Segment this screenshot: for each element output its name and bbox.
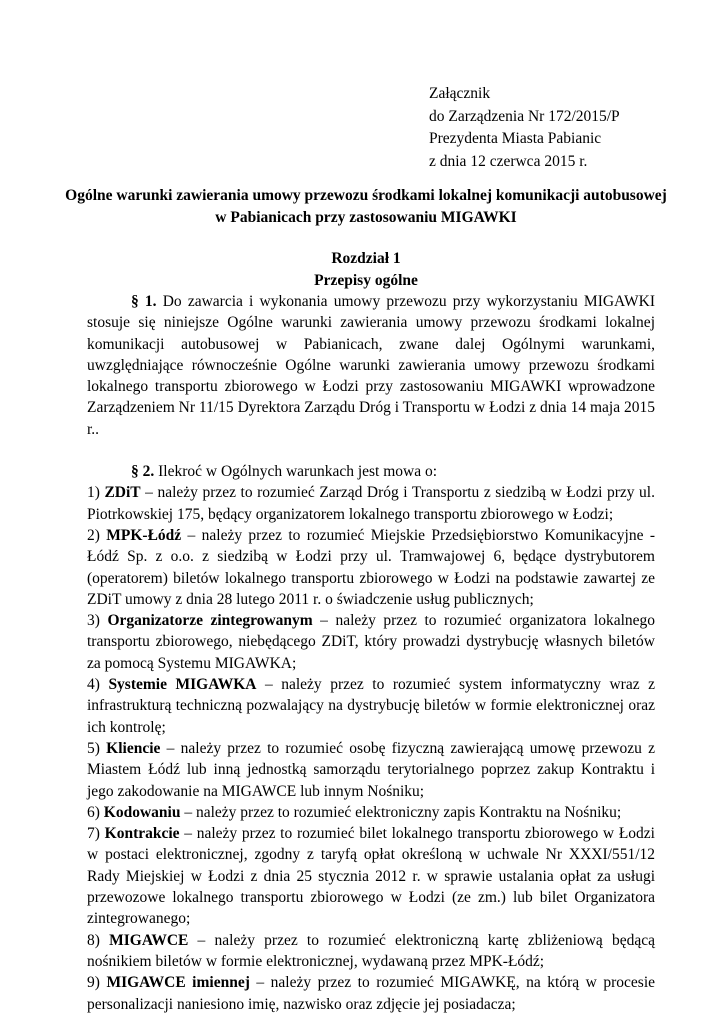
definition-text: – należy przez to rozumieć system informatyczny wraz z infrastrukturą techniczną pozwalający na dystrybucję biletów w formie elektronicznej oraz ich kontrolę; (87, 676, 655, 736)
attachment-line: Załącznik (429, 85, 491, 102)
section-text: Ilekroć w Ogólnych warunkach jest mowa o: (154, 463, 438, 481)
definition-item (87, 738, 655, 802)
attachment-header (429, 83, 620, 173)
definition-item (87, 525, 655, 610)
definition-number: 8) (87, 931, 110, 949)
definition-text: – należy przez to rozumieć osobę fizyczną zawierającą umowę przewozu z Miastem Łódź lub inną jednostką samorządu terytorialnego poprzez zakup Kontraktu i jego zakodowanie na MIGAWCE lub innym Nośniku; (87, 739, 655, 800)
definition-number: 9) (87, 974, 107, 992)
definition-text: – należy przez to rozumieć Miejskie Przedsiębiorstwo Komunikacyjne - Łódź Sp. z o.o. z siedzibą w Łodzi przy ul. Tramwajowej 6, będące dystrybutorem (operatorem) biletów lokalnego transportu zbiorowego w Łodzi na podstawie zawartej ze ZDiT umowy z dnia 28 lutego 2011 r. o świadczenie usług publicznych; (87, 526, 655, 608)
definition-term: MPK-Łódź (106, 526, 182, 544)
document-title (60, 185, 672, 229)
definition-number: 2) (87, 526, 107, 544)
definition-number: 3) (87, 612, 108, 630)
title-line: Ogólne warunki zawierania umowy przewozu środkami lokalnej komunikacji autobusowej (65, 187, 667, 204)
definition-term: MIGAWCE (109, 931, 189, 949)
document-body (87, 291, 655, 1015)
definition-text: – należy przez to rozumieć organizatora lokalnego transportu zbiorowego, niebędącego ZDiT, który prowadzi dystrybucję własnych biletów za pomocą Systemu MIGAWKA; (87, 612, 656, 672)
definition-item (87, 930, 655, 973)
definition-item (87, 482, 655, 525)
definition-term: Kontrakcie (104, 825, 180, 843)
title-line: w Pabianicach przy zastosowaniu MIGAWKI (215, 209, 517, 226)
definition-term: ZDiT (104, 484, 141, 502)
section-mark: § 2. (131, 463, 155, 481)
definition-term: Kliencie (106, 739, 161, 757)
attachment-line: z dnia 12 czerwca 2015 r. (429, 152, 588, 170)
definition-term: MIGAWCE imiennej (106, 974, 250, 992)
definition-term: Organizatorze zintegrowanym (107, 612, 313, 630)
section-mark: § 1. (131, 293, 157, 310)
chapter-number: Rozdział 1 (331, 250, 401, 267)
definition-term: Systemie MIGAWKA (108, 676, 257, 694)
definition-item (87, 674, 655, 738)
chapter-heading (60, 248, 672, 292)
definition-text: – należy przez to rozumieć elektroniczną kartę zbliżeniową będącą nośnikiem biletów w formie elektronicznej, wydawaną przez MPK-Łódź; (87, 931, 655, 970)
definition-item (87, 802, 655, 823)
paragraph-section-2 (87, 461, 655, 482)
definition-number: 7) (87, 825, 105, 843)
definition-number: 5) (87, 739, 107, 757)
definition-text: – należy przez to rozumieć Zarząd Dróg i Transportu z siedzibą w Łodzi przy ul. Piotrkowskiej 175, będący organizatorem lokalnego transportu zbiorowego w Łodzi; (87, 484, 655, 523)
definition-text: – należy przez to rozumieć MIGAWKĘ, na którą w procesie personalizacji naniesiono imię, nazwisko oraz zdjęcie jej posiadacza; (87, 974, 656, 1013)
chapter-name: Przepisy ogólne (314, 272, 418, 289)
definition-text: – należy przez to rozumieć elektroniczny zapis Kontraktu na Nośniku; (180, 803, 622, 821)
definition-text: – należy przez to rozumieć bilet lokalnego transportu zbiorowego w Łodzi w postaci elektronicznej, zgodny z taryfą opłat określoną w uchwale Nr XXXI/551/12 Rady Miejskiej w Łodzi z dnia 25 stycznia 2012 r. w sprawie ustalania opłat za usługi przewozowe lokalnego transportu zbiorowego w Łodzi (ze zm.) lub bilet Organizatora zintegrowanego; (87, 825, 655, 928)
definition-item (87, 823, 655, 929)
definition-number: 1) (87, 484, 105, 502)
definition-item (87, 972, 655, 1015)
section-text: Do zawarcia i wykonania umowy przewozu przy wykorzystaniu MIGAWKI stosuje się niniejsze Ogólne warunki zawierania umowy przewozu środkami lokalnej komunikacji autobusowej w Pabianicach, zwane dalej Ogólnymi warunkami, uwzględniające równocześnie Ogólne warunki zawierania umowy przewozu środkami lokalnego transportu zbiorowego w Łodzi przy zastosowaniu MIGAWKI wprowadzone Zarządzeniem Nr 11/15 Dyrektora Zarządu Dróg i Transportu w Łodzi z dnia 14 maja 2015 r.. (87, 293, 655, 438)
definition-item (87, 610, 655, 674)
paragraph-section-1 (87, 291, 655, 440)
definition-term: Kodowaniu (103, 803, 181, 821)
attachment-line: do Zarządzenia Nr 172/2015/P (429, 107, 620, 125)
attachment-line: Prezydenta Miasta Pabianic (429, 130, 602, 147)
definition-number: 6) (87, 803, 104, 821)
definition-number: 4) (87, 676, 109, 694)
